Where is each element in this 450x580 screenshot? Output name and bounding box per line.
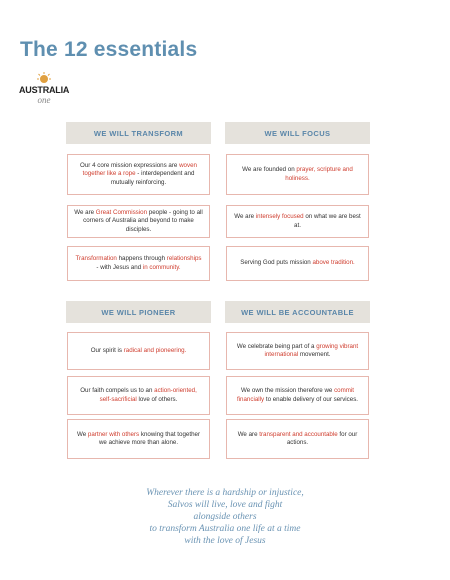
- card-text: for our actions.: [286, 430, 358, 446]
- card-text: people - going to all corners of Australia and beyond to make disciples.: [83, 209, 203, 233]
- card-text: movement.: [298, 351, 331, 358]
- section-header-accountable: WE WILL BE ACCOUNTABLE: [225, 301, 370, 323]
- card-transform-1: [67, 154, 210, 195]
- quote-line: alongside others: [193, 512, 257, 522]
- card-text: Our 4 core mission expressions are: [80, 162, 180, 170]
- card-text: We own the mission therefore we: [240, 387, 335, 395]
- card-accountable-3: [226, 419, 369, 459]
- card-text: knowing that together we achieve more than alone.: [98, 430, 201, 446]
- card-highlight: action-oriented, self-sacrificial: [99, 387, 197, 403]
- section-header-focus: WE WILL FOCUS: [225, 122, 370, 144]
- card-text: We are founded on: [242, 166, 297, 174]
- card-text: We are: [234, 213, 256, 221]
- card-accountable-2: [226, 376, 369, 415]
- quote-line: Wherever there is a hardship or injustice,: [146, 488, 304, 498]
- card-text: Our spirit is: [90, 346, 124, 354]
- quote-line: with the love of Jesus: [184, 536, 266, 546]
- card-transform-2: [67, 205, 210, 238]
- card-focus-3: [226, 246, 369, 281]
- card-text: We are: [237, 430, 260, 438]
- section-header-transform: WE WILL TRANSFORM: [66, 122, 211, 144]
- card-text: Our faith compels us to an: [80, 387, 155, 395]
- card-highlight: prayer, scripture and holiness.: [285, 166, 353, 182]
- mission-quote: [0, 487, 450, 547]
- australia-one-logo: [19, 72, 69, 108]
- card-text: to enable delivery of our services.: [264, 395, 359, 403]
- quote-line: Salvos will live, love and fight: [167, 500, 283, 510]
- card-highlight: in community.: [142, 263, 181, 271]
- card-highlight: Transformation: [75, 255, 117, 263]
- logo-wordmark: AUSTRALIA: [19, 85, 70, 95]
- card-highlight: transparent and accountable: [259, 430, 338, 438]
- card-highlight: growing vibrant international: [264, 342, 359, 358]
- section-header-pioneer: WE WILL PIONEER: [66, 301, 211, 323]
- card-highlight: Great Commission: [95, 209, 148, 217]
- card-text: - interdependent and mutually reinforcing.: [110, 170, 195, 186]
- card-highlight: commit financially: [236, 387, 355, 403]
- card-highlight: above tradition.: [312, 259, 355, 267]
- card-highlight: woven together like a rope: [82, 162, 197, 178]
- card-text: - with Jesus and: [96, 263, 143, 271]
- card-highlight: intensely focused: [255, 213, 304, 221]
- card-pioneer-3: [67, 419, 210, 459]
- quote-line: to transform Australia one life at a time: [149, 524, 301, 534]
- card-transform-3: [67, 246, 210, 281]
- logo-subtext: one: [37, 95, 51, 105]
- card-text: love of others.: [136, 395, 178, 403]
- card-pioneer-1: [67, 332, 210, 370]
- card-text: happens through: [116, 255, 167, 263]
- card-focus-1: [226, 154, 369, 195]
- card-highlight: relationships: [166, 255, 202, 263]
- card-text: on what we are best at.: [294, 213, 361, 229]
- card-text: We: [76, 430, 88, 438]
- card-focus-2: [226, 205, 369, 238]
- card-accountable-1: [226, 332, 369, 370]
- card-highlight: radical and pioneering.: [123, 346, 187, 354]
- page-title: The 12 essentials: [20, 38, 198, 61]
- card-text: We celebrate being part of a: [236, 342, 317, 350]
- sun-icon: [37, 72, 51, 84]
- card-pioneer-2: [67, 376, 210, 415]
- card-text: Serving God puts mission: [240, 259, 313, 267]
- card-highlight: partner with others: [87, 430, 140, 438]
- card-text: We are: [74, 209, 96, 217]
